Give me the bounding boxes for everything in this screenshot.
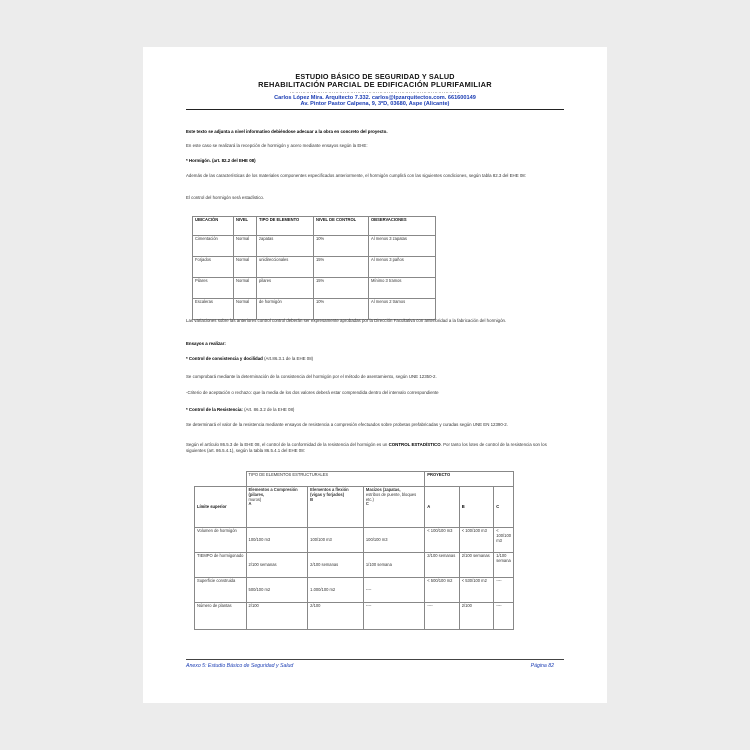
footer-page-number: Página 82	[530, 663, 554, 669]
column-a-normal: muros)	[248, 496, 262, 502]
conformity-text-c: . Por tanto los lotes de control de la resistencia son los siguientes (art. 86.5.4.1), según la tabla 86.5.4.1 del EHE 08:	[186, 442, 547, 453]
table-cell: Mínimo 3 tramos	[369, 278, 436, 299]
table-row	[193, 236, 436, 257]
table-cell: unidireccionales	[257, 257, 314, 278]
table-cell: 2/100	[459, 603, 493, 630]
characteristics-paragraph: Además de las características de los materiales componentes especificados anteriormente, el hormigón cumplirá con las siguientes condiciones, según tabla 82.3 del EHE 08:	[186, 173, 526, 178]
control-level-table	[192, 216, 436, 320]
table-cell: 10%	[314, 299, 369, 320]
table-row	[195, 553, 514, 578]
column-header: TIPO DE ELEMENTO	[257, 217, 314, 236]
table-row	[195, 528, 514, 553]
hormigon-heading: * Hormigón. (art. 82.2 del EHE 08)	[186, 158, 256, 163]
column-c-bold: Macizos (zapatas,	[365, 487, 401, 492]
table-cell: 100/100 m3	[363, 528, 424, 553]
column-header: UBICACIÓN	[193, 217, 234, 236]
table-cell: Normal	[234, 299, 257, 320]
table-cell: ----	[494, 603, 514, 630]
table-cell: zapatas	[257, 236, 314, 257]
table-cell: 2/100	[308, 603, 364, 630]
table-cell: 10%	[314, 236, 369, 257]
table-cell: Cimentación	[193, 236, 234, 257]
table-cell: 2/100 semanas	[425, 553, 459, 578]
group-header: TIPO DE ELEMENTOS ESTRUCTURALES	[246, 472, 425, 487]
consistencia-heading-ref: (Art.86.3.1 de la EHE 08)	[262, 356, 314, 361]
table-cell: ----	[363, 578, 424, 603]
table-cell: < 100/100 m3	[494, 528, 514, 553]
project-col-b: B	[459, 487, 493, 528]
table-cell: Forjados	[193, 257, 234, 278]
column-header: OBSERVACIONES	[369, 217, 436, 236]
table-cell: 2/100 semanas	[308, 553, 364, 578]
table-cell: Volumen de hormigón	[195, 528, 247, 553]
document-title: ESTUDIO BÁSICO DE SEGURIDAD Y SALUD	[295, 72, 455, 81]
column-a-letter: A	[248, 501, 252, 507]
resistencia-heading-ref: (Art. 86.3.2 de la EHE 08)	[242, 407, 295, 412]
table-cell: Al menos 2 tramos	[369, 299, 436, 320]
statistical-control-paragraph: El control del hormigón será estadístico.	[186, 195, 265, 200]
project-col-c: C	[494, 487, 514, 528]
address-line: Av. Pintor Pastor Calpena, 9, 3ºD, 03680, Aspe (Alicante)	[300, 101, 450, 108]
column-b-header	[308, 487, 364, 528]
table-row	[195, 578, 514, 603]
table-row	[193, 278, 436, 299]
table-cell: Al menos 3 paños	[369, 257, 436, 278]
table-cell: ----	[494, 578, 514, 603]
body-area	[186, 47, 564, 703]
table-cell: 2/100 semanas	[246, 553, 308, 578]
table-cell: 1.000/100 m2	[308, 578, 364, 603]
table-cell: 500/100 m2	[246, 578, 308, 603]
document-page	[143, 47, 607, 703]
table-row	[193, 257, 436, 278]
table-header-row	[195, 487, 514, 528]
table-cell: ----	[363, 603, 424, 630]
project-col-a: A	[425, 487, 459, 528]
footer-annex-title: Anexo 5: Estudio Básico de Seguridad y Salud	[186, 663, 294, 669]
batch-limits-table	[194, 471, 514, 630]
column-c-normal: estribos de puente, bloques etc.)	[365, 491, 417, 502]
resistencia-heading-label: * Control de la Resistencia:	[186, 407, 243, 412]
table-cell: 1/100 semana	[494, 553, 514, 578]
table-cell: Número de plantas	[195, 603, 247, 630]
column-a-header	[246, 487, 308, 528]
table-cell: 2/100 semanas	[459, 553, 493, 578]
limit-header: Límite superior	[195, 487, 247, 528]
acceptance-criterion-paragraph: -Criterio de aceptación o rechazo: que la media de los dos valores deberá estar comprendida dentro del intervalo correspondiente	[186, 390, 439, 395]
table-cell: 100/100 m3	[308, 528, 364, 553]
ensayos-heading: Ensayos a realizar:	[186, 341, 226, 346]
resistencia-paragraph: Se determinará el valor de la resistencia mediante ensayos de resistencia a compresión efectuados sobre probetas prefabricadas y curadas según UNE EN 12390-2.	[186, 422, 508, 427]
table-cell: Superficie construida	[195, 578, 247, 603]
table-cell: Escaleras	[193, 299, 234, 320]
proyecto-header: PROYECTO	[425, 472, 514, 487]
consistencia-paragraph: Se comprobará mediante la determinación de la consistencia del hormigón por el método de asentamiento, según UNE 12350-2.	[186, 374, 437, 379]
page-footer	[186, 659, 564, 669]
column-c-header	[363, 487, 424, 528]
conformity-text-bold: CONTROL ESTADÍSTICO	[388, 442, 441, 447]
column-header: NIVEL DE CONTROL	[314, 217, 369, 236]
dotted-separator: …………………………………………………………………………………	[289, 88, 461, 95]
table-cell: Normal	[234, 278, 257, 299]
table-cell: de hormigón	[257, 299, 314, 320]
column-b-letter: B	[310, 496, 314, 502]
table-cell: 100/100 m3	[246, 528, 308, 553]
conformity-paragraph	[186, 442, 564, 453]
table-cell: Al menos 3 zapatas	[369, 236, 436, 257]
table-cell: 1/100 semana	[363, 553, 424, 578]
table-header-row	[195, 472, 514, 487]
table-cell: Normal	[234, 257, 257, 278]
column-b-bold: Elementos a flexión (vigas y forjados)	[310, 487, 349, 497]
table-cell: < 100/100 m3	[459, 528, 493, 553]
table-row	[195, 603, 514, 630]
table-cell: < 530/100 m2	[459, 578, 493, 603]
table-cell: ----	[425, 603, 459, 630]
consistencia-heading-label: * Control de consistencia y docilidad	[186, 356, 263, 361]
resistencia-heading	[186, 407, 564, 413]
table-row	[193, 299, 436, 320]
conformity-text-a: Según el artículo 86.5.3 de la EHE 08, el control de la conformidad de la resistencia del hormigón es un	[186, 442, 389, 447]
table-cell: TIEMPO de hormigonado	[195, 553, 247, 578]
table-cell: 15%	[314, 278, 369, 299]
author-line: Carlos López Mira. Arquitecto 7.332. carlos@lpzarquitectos.com. 661600149	[274, 94, 476, 101]
table-cell: < 500/100 m2	[425, 578, 459, 603]
table-header-row	[193, 217, 436, 236]
column-a-bold: Elementos a Compresión (pilares,	[248, 487, 298, 497]
table-cell: Pilares	[193, 278, 234, 299]
table-cell: Normal	[234, 236, 257, 257]
table-cell: 2/100	[246, 603, 308, 630]
reception-paragraph: En este caso se realizará la recepción de hormigón y acero mediante ensayos según la EHE:	[186, 143, 368, 148]
intro-paragraph: Este texto se adjunta a nivel informativo debiéndose adecuar a la obra en concreto del proyecto.	[186, 129, 388, 134]
table-cell: < 100/100 m3	[425, 528, 459, 553]
document-subtitle: REHABILITACIÓN PARCIAL DE EDIFICACIÓN PLURIFAMILIAR	[258, 80, 492, 90]
consistencia-heading	[186, 356, 564, 362]
table-cell: pilares	[257, 278, 314, 299]
empty-cell	[195, 472, 247, 487]
variations-paragraph: Las variaciones sobre las anteriores control control deberán ser expresamente aprobadas por la Dirección Facultativa con anterioridad a la fabricación del hormigón.	[186, 318, 507, 323]
column-c-letter: C	[365, 501, 369, 507]
column-header: NIVEL	[234, 217, 257, 236]
table-cell: 15%	[314, 257, 369, 278]
